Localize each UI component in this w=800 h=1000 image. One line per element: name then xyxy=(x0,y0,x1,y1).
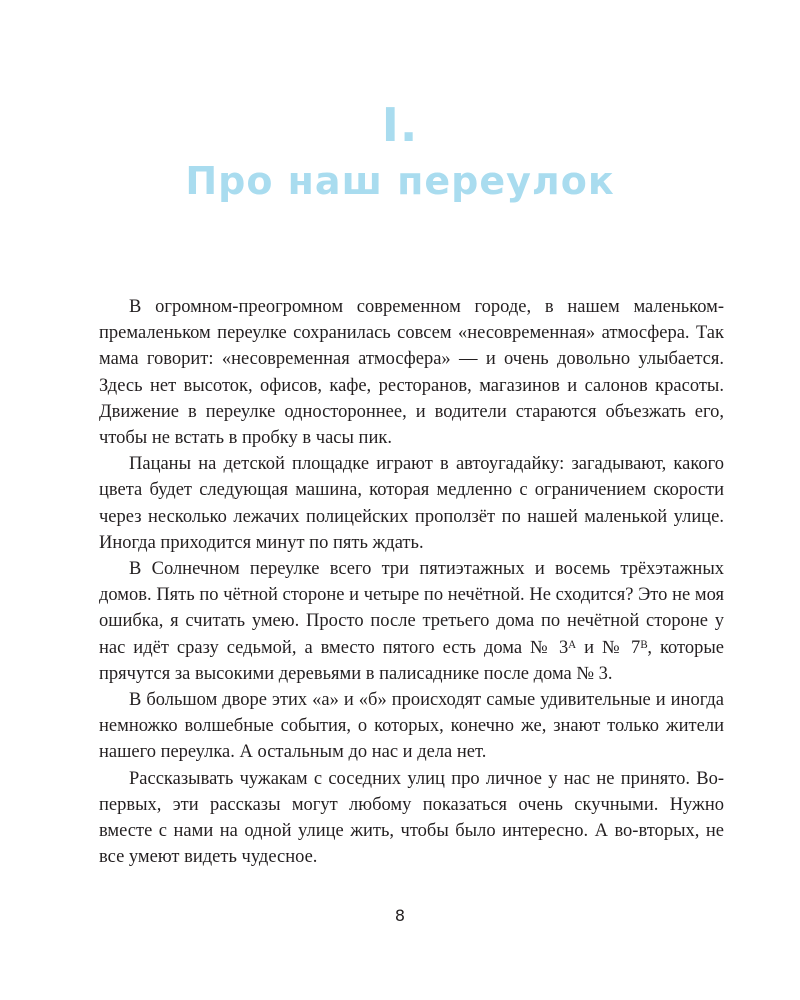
chapter-number: I. xyxy=(381,98,419,152)
paragraph: В огромном-преогромном современном городе, в нашем маленьком-премаленьком переулке сохранилась совсем «несовременная» атмосфера. Так мама говорит: «несовременная атмосфера» — и очень довольно улыбается. Здесь нет высоток, офисов, кафе, ресторанов, магазинов и салонов красоты. Движение в переулке одностороннее, и водители стараются объезжать его, чтобы не встать в пробку в часы пик. xyxy=(99,297,724,449)
paragraph: Рассказывать чужакам с соседних улиц про личное у нас не принято. Во-первых, эти рассказы могут любому показаться очень скучными. Нужно вместе с нами на одной улице жить, чтобы было интересно. А во-вторых, не все умеют видеть чудесное. xyxy=(99,768,724,868)
paragraph: В большом дворе этих «а» и «б» происходят самые удивительные и иногда немножко волшебные события, о которых, конечно же, знают только жители нашего переулка. А остальным до нас и дела нет. xyxy=(99,690,724,763)
paragraph: В Солнечном переулке всего три пятиэтажных и восемь трёхэтажных домов. Пять по чётной стороне и четыре по нечётной. Не сходится? Это не моя ошибка, я считать умею. Просто после третьего дома по нечётной стороне у нас идёт сразу седьмой, а вместо пятого есть дома № 3ᴬ и № 7ᴮ, которые прячутся за высокими деревьями в палисаднике после дома № 3. xyxy=(99,559,724,684)
page-number: 8 xyxy=(394,906,406,925)
chapter-title: Про наш переулок xyxy=(185,159,615,203)
chapter-body xyxy=(99,294,724,870)
paragraph: Пацаны на детской площадке играют в автоугадайку: загадывают, какого цвета будет следующая машина, которая медленно с ограничением скорости через несколько лежачих полицейских проползёт по нашей маленькой улице. Иногда приходится минут по пять ждать. xyxy=(99,454,724,553)
chapter-heading xyxy=(0,96,800,206)
